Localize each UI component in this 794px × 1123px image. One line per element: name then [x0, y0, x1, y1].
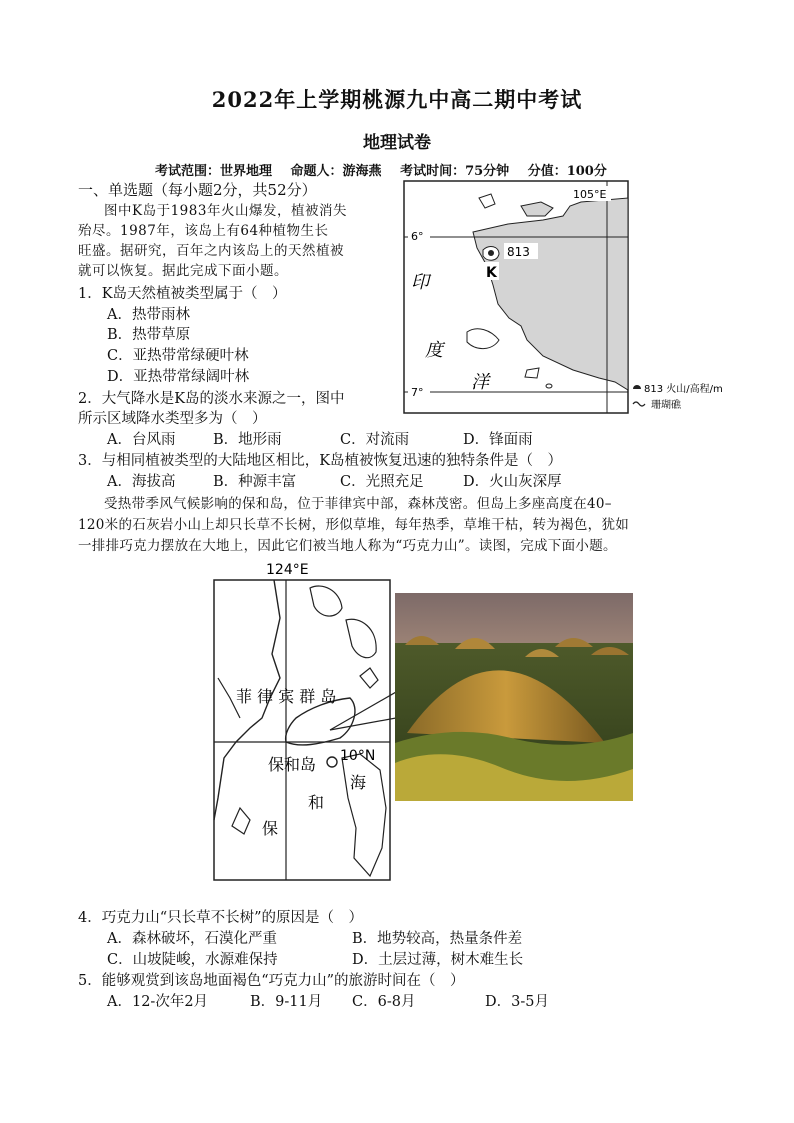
q3-stem: 3．与相同植被类型的大陆地区相比，K岛植被恢复迅速的独特条件是（ ） — [78, 453, 563, 469]
volcano-height-label: 813 — [507, 245, 530, 259]
q4-option-a: A．森林破坏，石漠化严重 — [107, 931, 277, 947]
sea-char: 和 — [308, 793, 325, 812]
exam-title: 2022年上学期桃源九中高二期中考试 — [211, 87, 583, 112]
q5-option-d: D．3-5月 — [485, 994, 549, 1010]
map1-lat-top-label: 6° — [411, 230, 424, 243]
ocean-char: 印 — [411, 272, 429, 293]
legend-coral-text: 珊瑚礁 — [651, 400, 681, 411]
intro2-line: 一排排巧克力摆放在大地上，因此它们被当地人称为“巧克力山”。读图，完成下面小题。 — [78, 538, 617, 554]
exam-subtitle: 地理试卷 — [363, 133, 431, 153]
exam-score: 分值：100分 — [527, 164, 607, 179]
q2-stem: 2．大气降水是K岛的淡水来源之一，图中 — [78, 391, 345, 407]
map2-frame — [214, 580, 390, 880]
intro1-line: 图中K岛于1983年火山爆发，植被消失 — [104, 203, 347, 219]
q2-stem-cont: 所示区域降水类型多为（ ） — [78, 411, 267, 427]
ocean-char: 度 — [425, 340, 443, 361]
ocean-char: 洋 — [471, 372, 489, 393]
q3-option-b: B．种源丰富 — [213, 474, 297, 490]
q2-option-d: D．锋面雨 — [463, 432, 533, 448]
q3-option-d: D．火山灰深厚 — [463, 474, 562, 490]
q5-option-a: A．12-次年2月 — [107, 994, 209, 1010]
sea-char: 海 — [350, 773, 367, 792]
q1-option-c: C．亚热带常绿硬叶林 — [107, 348, 249, 364]
exam-info — [155, 160, 621, 179]
q5-stem: 5．能够观赏到该岛地面褐色“巧克力山”的旅游时间在（ ） — [78, 973, 465, 989]
q3-option-a: A．海拔高 — [107, 474, 176, 490]
q1-option-a: A．热带雨林 — [107, 307, 190, 323]
intro1-line: 旺盛。据研究，百年之内该岛上的天然植被 — [78, 243, 344, 259]
exam-scope: 考试范围：世界地理 — [155, 164, 273, 179]
q4-option-c: C．山坡陡峻，水源难保持 — [107, 952, 278, 968]
q3-option-c: C．光照充足 — [340, 474, 424, 490]
q5-option-b: B．9-11月 — [250, 994, 323, 1010]
region-label: 菲 律 宾 群 岛 — [236, 687, 337, 706]
k-island-map — [403, 180, 763, 420]
volcano-marker — [488, 250, 494, 256]
q2-option-a: A．台风雨 — [107, 432, 176, 448]
map1-lon-label: 105°E — [573, 188, 607, 201]
q1-option-d: D．亚热带常绿阔叶林 — [107, 369, 250, 385]
map1-islet — [546, 384, 552, 388]
sea-char: 保 — [262, 819, 279, 838]
exam-author: 命题人：游海燕 — [290, 164, 382, 179]
map2-lat-label: 10°N — [340, 748, 376, 764]
q4-option-b: B．地势较高，热量条件差 — [352, 931, 523, 947]
q2-option-c: C．对流雨 — [340, 432, 410, 448]
q2-option-b: B．地形雨 — [213, 432, 282, 448]
bohol-point — [327, 757, 337, 767]
legend-coral-icon — [633, 402, 645, 406]
chocolate-hills-photo — [395, 593, 633, 801]
island-label: 保和岛 — [268, 755, 317, 774]
bohol-map — [210, 558, 396, 884]
q5-option-c: C．6-8月 — [352, 994, 416, 1010]
intro1-line: 殆尽。1987年，该岛上有64种植物生长 — [78, 223, 329, 239]
intro2-line: 120米的石灰岩小山上却只长草不长树，形似草堆，每年热季，草堆干枯，转为褐色，犹如 — [78, 517, 630, 533]
section-heading: 一、单选题（每小题2分，共52分） — [78, 181, 317, 199]
q4-option-d: D．土层过薄，树木难生长 — [352, 952, 524, 968]
q1-stem: 1．K岛天然植被类型属于（ ） — [78, 286, 287, 302]
map1-lat-bottom-label: 7° — [411, 386, 424, 399]
intro1-line: 就可以恢复。据此完成下面小题。 — [78, 263, 288, 279]
q1-option-b: B．热带草原 — [107, 327, 191, 343]
legend-volcano-text: 813 火山/高程/m — [644, 384, 723, 395]
k-island-label: K — [486, 265, 497, 281]
intro2-line: 受热带季风气候影响的保和岛，位于菲律宾中部，森林茂密。但岛上多座高度在40– — [104, 496, 612, 512]
map1-islet — [525, 368, 539, 378]
legend-volcano-icon — [633, 385, 641, 389]
exam-time: 考试时间：75分钟 — [400, 164, 510, 179]
map2-lon-label: 124°E — [266, 562, 309, 578]
q4-stem: 4．巧克力山“只长草不长树”的原因是（ ） — [78, 910, 364, 926]
